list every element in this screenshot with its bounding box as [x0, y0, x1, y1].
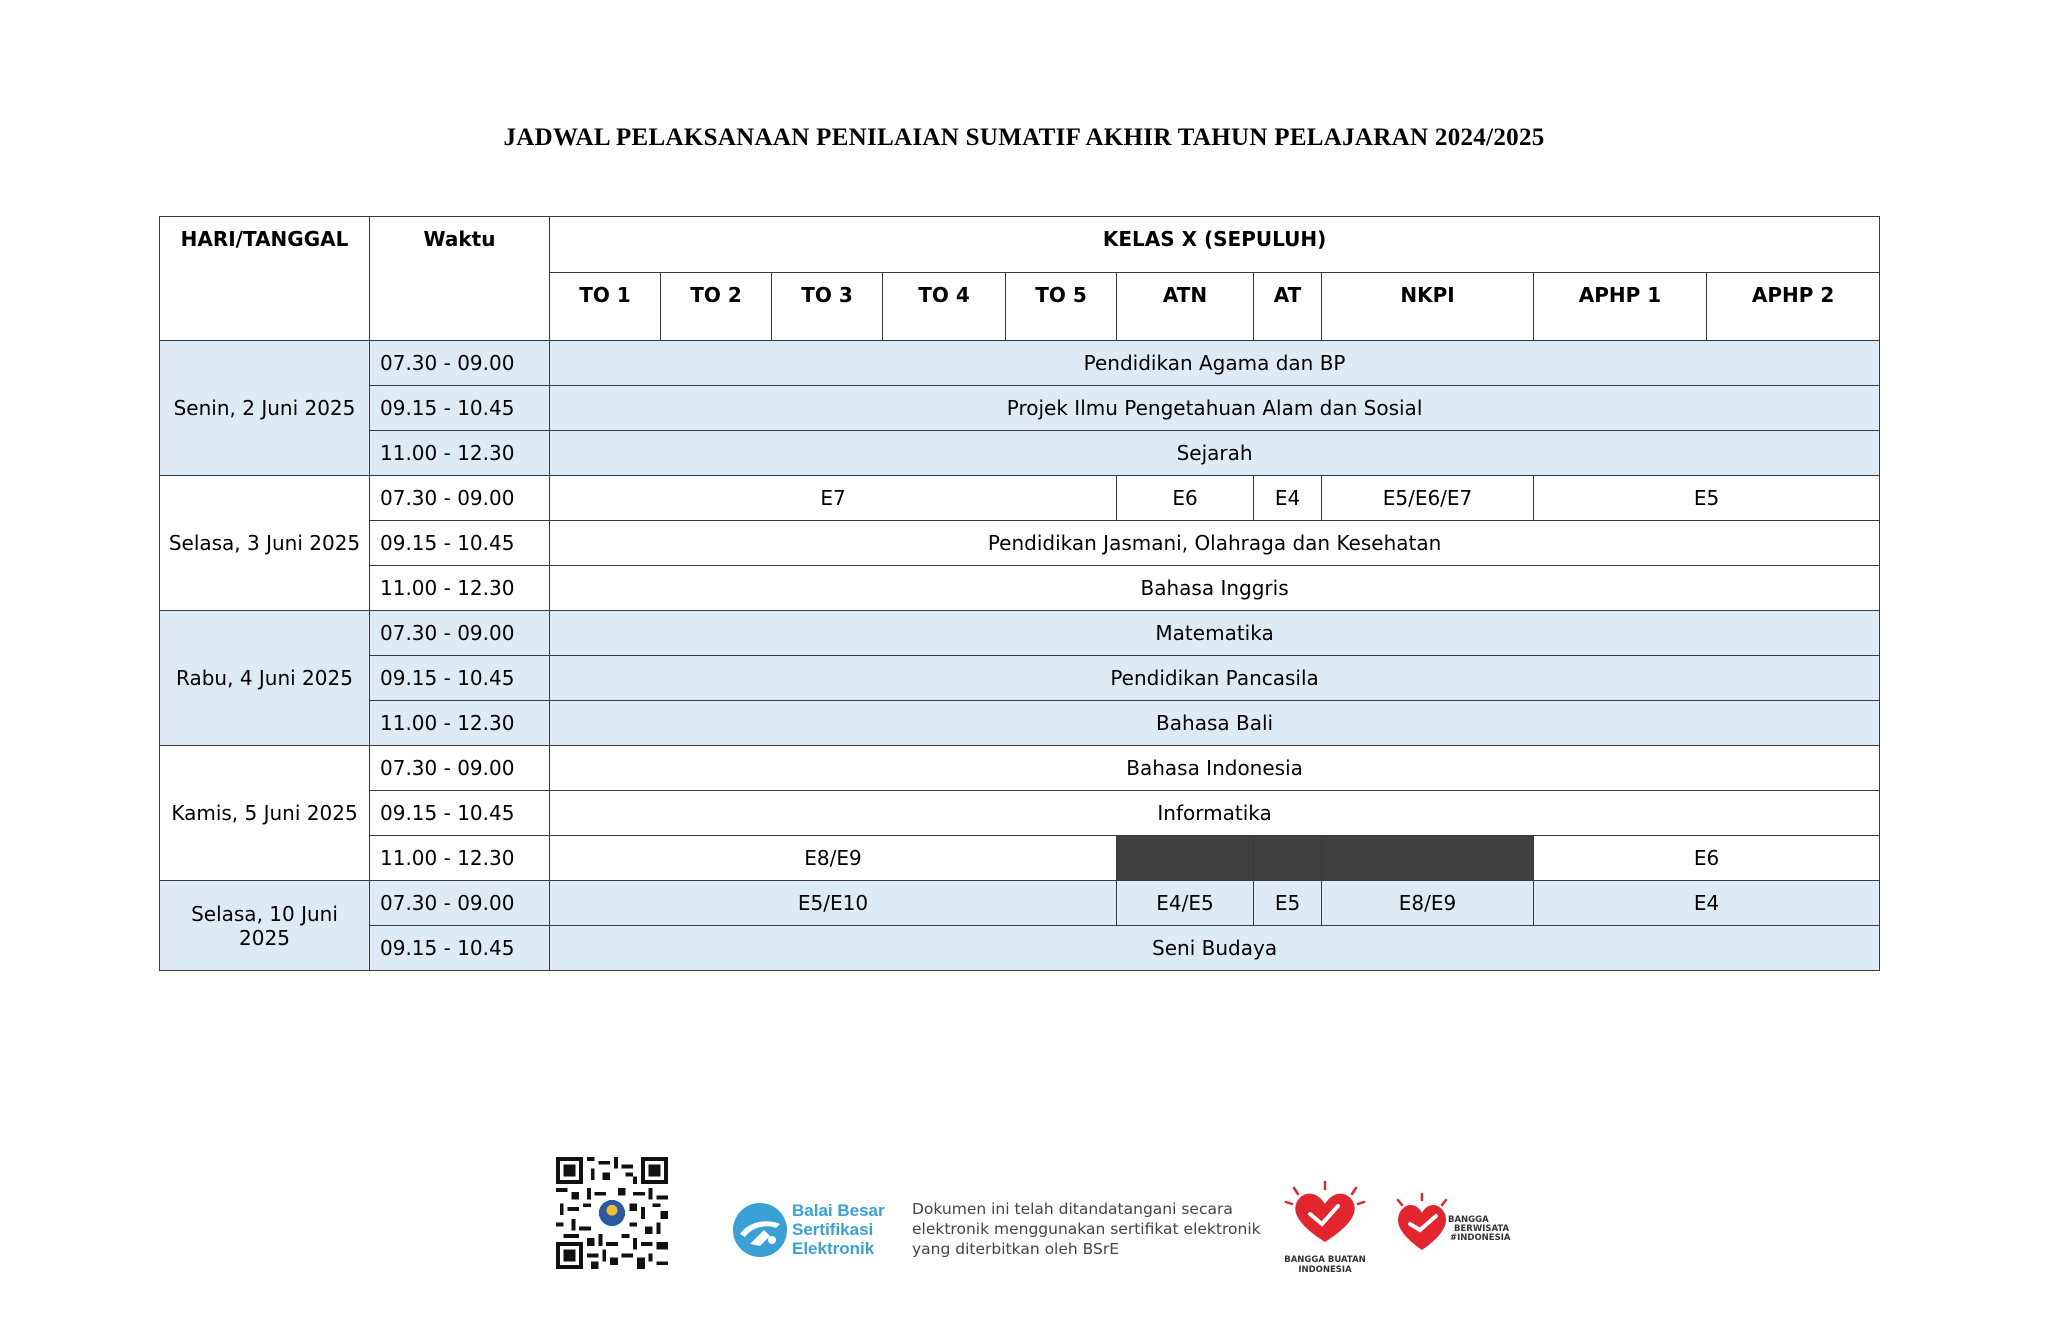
svg-text:#INDONESIA: #INDONESIA: [1450, 1233, 1511, 1243]
svg-text:BANGGA: BANGGA: [1448, 1215, 1489, 1225]
table-row: [160, 926, 1880, 971]
header-time: Waktu: [370, 217, 550, 341]
svg-text:INDONESIA: INDONESIA: [1298, 1265, 1352, 1275]
room-cell: E5: [1534, 476, 1880, 521]
header-col-to5: TO 5: [1006, 273, 1117, 341]
time-cell: 11.00 - 12.30: [370, 701, 550, 746]
svg-text:BERWISATA: BERWISATA: [1454, 1224, 1510, 1234]
subject-cell: Seni Budaya: [550, 926, 1880, 971]
time-cell: 09.15 - 10.45: [370, 656, 550, 701]
header-col-to4: TO 4: [883, 273, 1006, 341]
table-row: [160, 476, 1880, 521]
subject-cell: Informatika: [550, 791, 1880, 836]
table-row: [160, 836, 1880, 881]
table-row: [160, 746, 1880, 791]
time-cell: 09.15 - 10.45: [370, 791, 550, 836]
day-cell: Selasa, 10 Juni 2025: [160, 881, 370, 971]
table-row: [160, 341, 1880, 386]
bsre-logo-icon: [730, 1200, 790, 1260]
room-cell: E7: [550, 476, 1117, 521]
svg-text:BANGGA BUATAN: BANGGA BUATAN: [1284, 1255, 1366, 1265]
table-row: [160, 611, 1880, 656]
time-cell: 07.30 - 09.00: [370, 881, 550, 926]
header-col-to2: TO 2: [661, 273, 772, 341]
blocked-cell: [1322, 836, 1534, 881]
room-cell: E5/E6/E7: [1322, 476, 1534, 521]
header-col-aphp2: APHP 2: [1707, 273, 1880, 341]
bsre-name: Balai Besar Sertifikasi Elektronik: [792, 1201, 885, 1258]
document-title: JADWAL PELAKSANAAN PENILAIAN SUMATIF AKHIR TAHUN PELAJARAN 2024/2025: [503, 124, 1545, 151]
room-cell: E8/E9: [550, 836, 1117, 881]
time-cell: 11.00 - 12.30: [370, 836, 550, 881]
subject-cell: Bahasa Bali: [550, 701, 1880, 746]
qr-code-icon: [556, 1157, 668, 1269]
time-cell: 11.00 - 12.30: [370, 566, 550, 611]
bangga-buatan-indonesia-logo-icon: [1280, 1180, 1370, 1275]
table-row: [160, 431, 1880, 476]
time-cell: 11.00 - 12.30: [370, 431, 550, 476]
table-row: [160, 701, 1880, 746]
day-cell: Kamis, 5 Juni 2025: [160, 746, 370, 881]
day-cell: Selasa, 3 Juni 2025: [160, 476, 370, 611]
room-cell: E5: [1254, 881, 1322, 926]
time-cell: 07.30 - 09.00: [370, 611, 550, 656]
subject-cell: Matematika: [550, 611, 1880, 656]
subject-cell: Pendidikan Pancasila: [550, 656, 1880, 701]
room-cell: E4: [1534, 881, 1880, 926]
subject-cell: Pendidikan Jasmani, Olahraga dan Kesehatan: [550, 521, 1880, 566]
room-cell: E6: [1117, 476, 1254, 521]
subject-cell: Sejarah: [550, 431, 1880, 476]
room-cell: E6: [1534, 836, 1880, 881]
table-row: [160, 656, 1880, 701]
subject-cell: Bahasa Indonesia: [550, 746, 1880, 791]
subject-cell: Pendidikan Agama dan BP: [550, 341, 1880, 386]
time-cell: 09.15 - 10.45: [370, 926, 550, 971]
header-col-nkpi: NKPI: [1322, 273, 1534, 341]
bsre-signature-note: Dokumen ini telah ditandatangani secara elektronik menggunakan sertifikat elektronik yang diterbitkan oleh BSrE: [912, 1200, 1261, 1258]
subject-cell: Projek Ilmu Pengetahuan Alam dan Sosial: [550, 386, 1880, 431]
table-row: [160, 791, 1880, 836]
time-cell: 09.15 - 10.45: [370, 521, 550, 566]
table-row: [160, 386, 1880, 431]
table-row: [160, 521, 1880, 566]
time-cell: 09.15 - 10.45: [370, 386, 550, 431]
blocked-cell: [1254, 836, 1322, 881]
bangga-berwisata-indonesia-logo-icon: [1392, 1192, 1522, 1262]
subject-cell: Bahasa Inggris: [550, 566, 1880, 611]
header-col-to3: TO 3: [772, 273, 883, 341]
header-col-at: AT: [1254, 273, 1322, 341]
time-cell: 07.30 - 09.00: [370, 476, 550, 521]
schedule-table: [159, 216, 1880, 971]
day-cell: Senin, 2 Juni 2025: [160, 341, 370, 476]
header-class: KELAS X (SEPULUH): [550, 217, 1880, 273]
blocked-cell: [1117, 836, 1254, 881]
room-cell: E4: [1254, 476, 1322, 521]
room-cell: E8/E9: [1322, 881, 1534, 926]
header-col-atn: ATN: [1117, 273, 1254, 341]
table-row: [160, 881, 1880, 926]
time-cell: 07.30 - 09.00: [370, 341, 550, 386]
room-cell: E5/E10: [550, 881, 1117, 926]
table-row: [160, 566, 1880, 611]
room-cell: E4/E5: [1117, 881, 1254, 926]
header-col-aphp1: APHP 1: [1534, 273, 1707, 341]
header-col-to1: TO 1: [550, 273, 661, 341]
time-cell: 07.30 - 09.00: [370, 746, 550, 791]
header-day: HARI/TANGGAL: [160, 217, 370, 341]
day-cell: Rabu, 4 Juni 2025: [160, 611, 370, 746]
